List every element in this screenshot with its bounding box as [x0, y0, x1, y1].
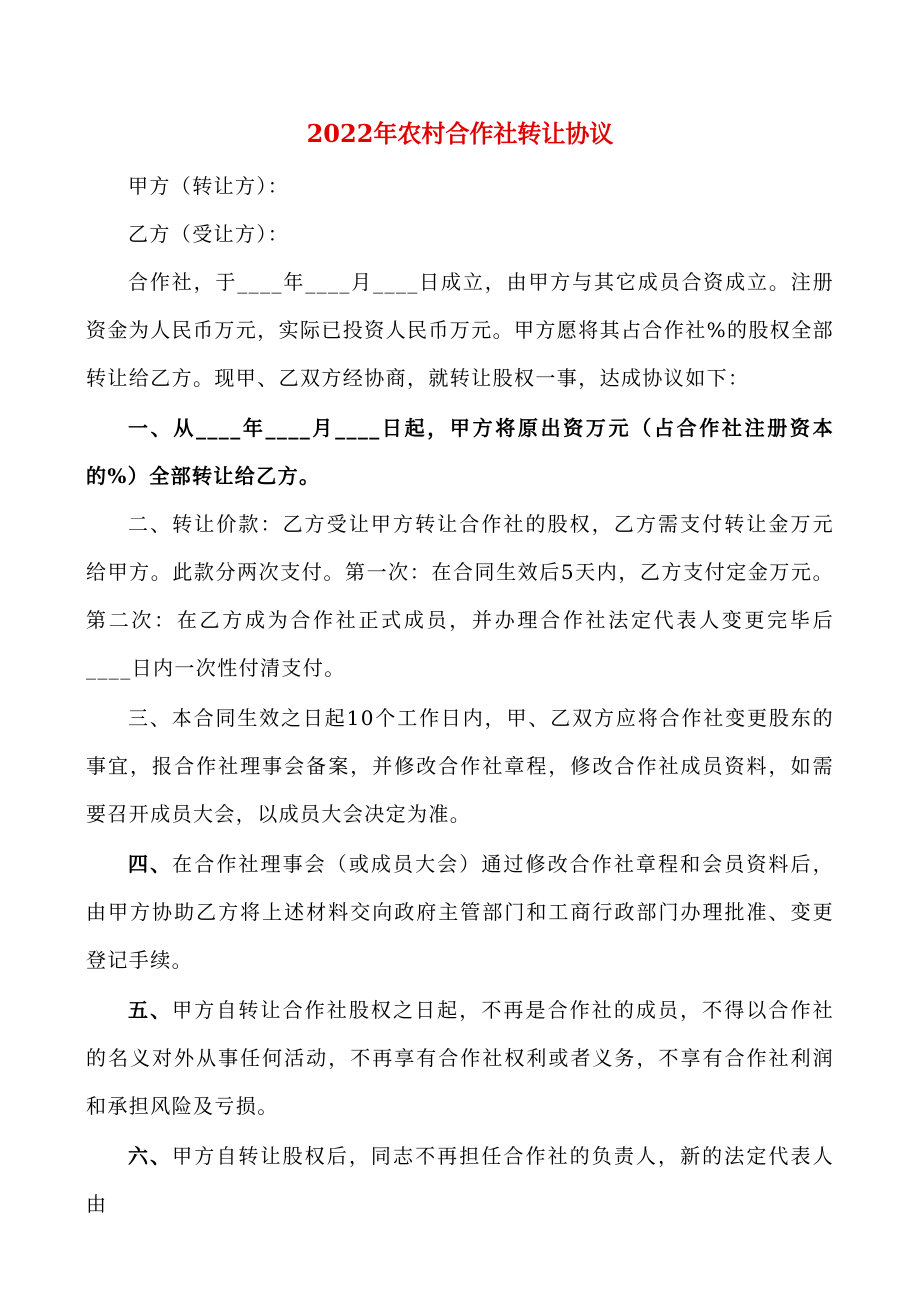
clause-1: 一、从____年____月____日起，甲方将原出资万元（占合作社注册资本的%）全部转让给乙方。 [86, 416, 834, 488]
clause-5-number: 五、 [128, 998, 173, 1022]
clause-4 [86, 840, 834, 984]
clause-6-text: 甲方自转让股权后，同志不再担任合作社的负责人，新的法定代表人由 [86, 1144, 834, 1216]
clause-4-text: 在合作社理事会（或成员大会）通过修改合作社章程和会员资料后，由甲方协助乙方将上述材料交向政府主管部门和工商行政部门办理批准、变更登记手续。 [86, 852, 834, 972]
clause-3: 三、本合同生效之日起10个工作日内，甲、乙双方应将合作社变更股东的事宜，报合作社理事会备案，并修改合作社章程，修改合作社成员资料，如需要召开成员大会，以成员大会决定为准。 [86, 706, 834, 826]
clause-5-text: 甲方自转让合作社股权之日起，不再是合作社的成员，不得以合作社的名义对外从事任何活动，不再享有合作社权利或者义务，不享有合作社利润和承担风险及亏损。 [86, 998, 834, 1118]
party-b-line: 乙方（受让方）： [128, 222, 290, 246]
intro-paragraph: 合作社，于____年____月____日成立，由甲方与其它成员合资成立。注册资金为人民币万元，实际已投资人民币万元。甲方愿将其占合作社%的股权全部转让给乙方。现甲、乙双方经协商，就转让股权一事，达成协议如下： [86, 270, 835, 390]
clause-4-number: 四、 [128, 852, 173, 876]
clause-6-number: 六、 [128, 1144, 173, 1168]
clause-2: 二、转让价款：乙方受让甲方转让合作社的股权，乙方需支付转让金万元给甲方。此款分两次支付。第一次：在合同生效后5天内，乙方支付定金万元。第二次：在乙方成为合作社正式成员，并办理合作社法定代表人变更完毕后____日内一次性付清支付。 [86, 512, 834, 680]
document-title: 2022年农村合作社转让协议 [306, 119, 614, 148]
clause-6 [86, 1132, 834, 1228]
party-a-line: 甲方（转让方）： [128, 174, 290, 198]
clause-5 [86, 986, 834, 1130]
